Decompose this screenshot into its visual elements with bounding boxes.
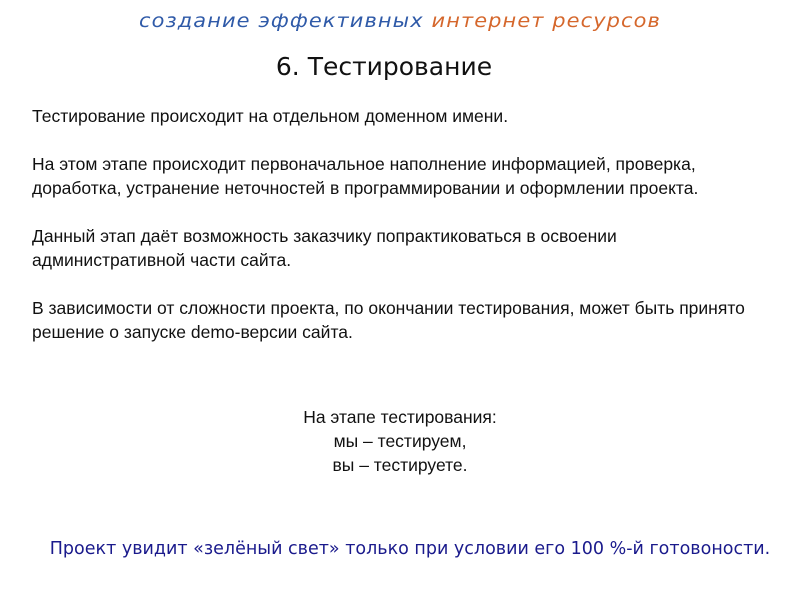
slide-title: 6. Тестирование [275,52,493,81]
center-statement [0,405,800,477]
header-banner [0,10,800,32]
paragraph-3: Данный этап даёт возможность заказчику попрактиковаться в освоении административной части сайта. [32,226,617,270]
center-line-3: вы – тестируете. [332,455,468,475]
center-line-1: На этапе тестирования: [303,407,497,427]
paragraph-2: На этом этапе происходит первоначальное наполнение информацией, проверка, доработка, устранение неточностей в программировании и оформлении проекта. [32,154,699,198]
footer-note: Проект увидит «зелёный свет» только при условии его 100 %-й готовоности. [49,539,771,559]
paragraph-1: Тестирование происходит на отдельном доменном имени. [32,106,509,126]
header-blue-text: создание эффективных [139,10,424,32]
paragraph-4: В зависимости от сложности проекта, по окончании тестирования, может быть принято решение о запуске demo-версии сайта. [32,298,745,342]
center-line-2: мы – тестируем, [333,431,467,451]
header-orange-text: интернет ресурсов [431,10,661,32]
body-text [32,104,772,368]
